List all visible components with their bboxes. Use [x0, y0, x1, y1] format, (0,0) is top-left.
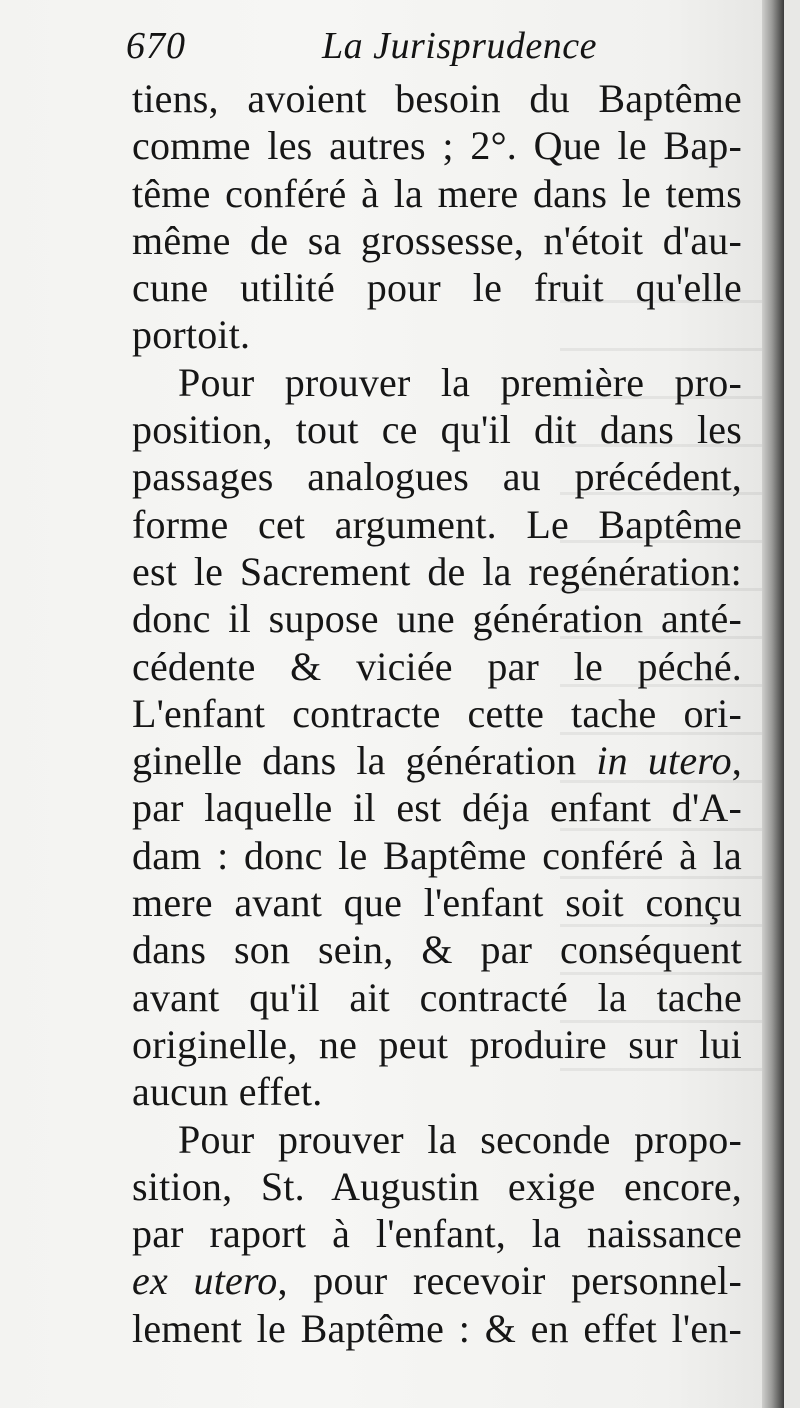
text-line [132, 737, 742, 784]
running-title: La Jurisprudence [322, 25, 598, 67]
text-line: lement le Baptême : & en effet l'en- [132, 1305, 742, 1351]
line-text: ginelle dans la génération [132, 738, 597, 784]
latin-phrase: ex utero [132, 1258, 278, 1304]
text-line: tême conféré à la mere dans le tems [132, 170, 742, 216]
text-line: forme cet argument. Le Baptême [132, 501, 742, 547]
paragraph-first-line: Pour prouver la seconde propo- [178, 1116, 742, 1162]
text-line: cune utilité pour le fruit qu'elle [132, 265, 742, 311]
text-line: sition, St. Augustin exige encore, [132, 1163, 742, 1209]
text-line: comme les autres ; 2°. Que le Bap- [132, 123, 742, 169]
text-line: position, tout ce qu'il dit dans les [132, 407, 742, 453]
text-line: par laquelle il est déja enfant d'A- [132, 785, 742, 831]
text-line: passages analogues au précédent, [132, 454, 742, 500]
text-line: tiens, avoient besoin du Baptême [132, 76, 742, 121]
line-text: , [731, 738, 742, 784]
text-line: L'enfant contracte cette tache ori- [132, 690, 742, 736]
text-line: avant qu'il ait contracté la tache [132, 974, 742, 1020]
binding-edge [762, 0, 784, 1408]
body-text [132, 75, 742, 1352]
latin-phrase: in utero [596, 738, 732, 784]
text-line: même de sa grossesse, n'étoit d'au- [132, 217, 742, 263]
text-line: est le Sacrement de la regénération: [132, 548, 742, 594]
text-line: mere avant que l'enfant soit conçu [132, 880, 742, 926]
text-line [132, 1257, 742, 1304]
text-line: cédente & viciée par le péché. [132, 643, 742, 689]
page-header [126, 18, 746, 78]
page-number: 670 [126, 25, 186, 67]
line-text: , pour recevoir personnel- [277, 1258, 742, 1304]
text-line: originelle, ne peut produire sur lui [132, 1021, 742, 1067]
text-line: aucun effet. [132, 1069, 323, 1115]
text-line: portoit. [132, 312, 251, 358]
text-line: dam : donc le Baptême conféré à la [132, 832, 742, 878]
text-line: donc il supose une génération anté- [132, 596, 742, 642]
paragraph-first-line: Pour prouver la première pro- [178, 359, 742, 405]
text-line: dans son sein, & par conséquent [132, 927, 742, 973]
text-line: par raport à l'enfant, la naissance [132, 1211, 742, 1257]
